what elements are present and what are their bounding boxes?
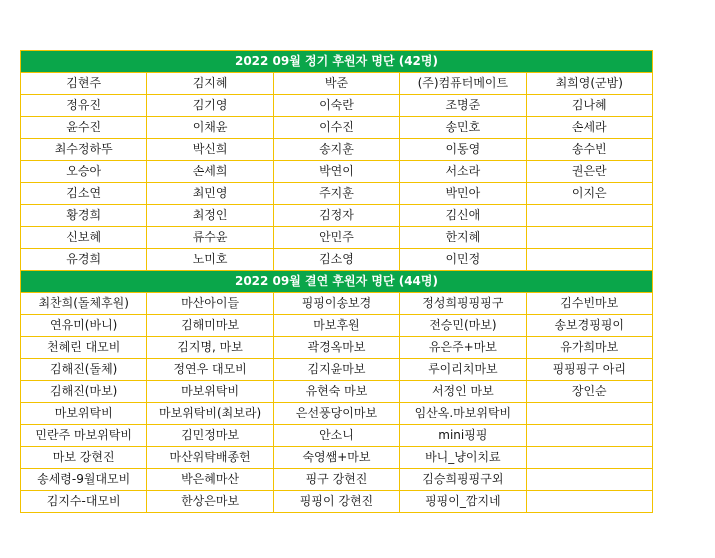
table-row [21, 139, 653, 161]
sponsor-name-cell: 바니_냥이치료 [400, 447, 526, 469]
section-header [21, 271, 653, 293]
sponsor-name-cell: 송세령-9월대모비 [21, 469, 147, 491]
sponsor-name-cell: 신보혜 [21, 227, 147, 249]
table-row [21, 359, 653, 381]
sponsor-name-cell: 장인순 [526, 381, 652, 403]
sponsor-name-cell: 박민아 [400, 183, 526, 205]
sponsor-name-cell: 김지혜 [147, 73, 273, 95]
sponsor-name-cell [526, 205, 652, 227]
sponsor-name-cell: 마보후원 [273, 315, 399, 337]
table-row [21, 95, 653, 117]
sponsor-name-cell: 유현숙 마보 [273, 381, 399, 403]
table-row [21, 205, 653, 227]
sponsor-name-cell: 마산위탁배종헌 [147, 447, 273, 469]
sponsor-list [20, 50, 652, 513]
sponsor-name-cell: 김나혜 [526, 95, 652, 117]
sponsor-name-cell: 유경희 [21, 249, 147, 271]
sponsor-name-cell: 핑구 강현진 [273, 469, 399, 491]
sponsor-name-cell [526, 249, 652, 271]
table-row [21, 447, 653, 469]
sponsor-name-cell: 마보위탁비 [147, 381, 273, 403]
sponsor-name-cell: 노미호 [147, 249, 273, 271]
sponsor-name-cell [526, 447, 652, 469]
sponsor-name-cell: 민란주 마보위탁비 [21, 425, 147, 447]
sponsor-name-cell: 박연이 [273, 161, 399, 183]
sponsor-name-cell: 정유진 [21, 95, 147, 117]
sponsor-name-cell: 김해미마보 [147, 315, 273, 337]
sponsor-name-cell: 김민정마보 [147, 425, 273, 447]
table-row [21, 403, 653, 425]
table-row [21, 183, 653, 205]
table-row [21, 73, 653, 95]
sponsor-name-cell: 서정인 마보 [400, 381, 526, 403]
table-row [21, 337, 653, 359]
sponsor-name-cell: 곽경옥마보 [273, 337, 399, 359]
sponsor-name-cell [526, 227, 652, 249]
sponsor-name-cell: 김수빈마보 [526, 293, 652, 315]
sponsor-name-cell: 마보위탁비(최보라) [147, 403, 273, 425]
sponsor-name-cell: 이지은 [526, 183, 652, 205]
sponsor-name-cell: 이수진 [273, 117, 399, 139]
sponsor-name-cell: 한상은마보 [147, 491, 273, 513]
sponsor-name-cell: 유가희마보 [526, 337, 652, 359]
table-row [21, 315, 653, 337]
sponsor-name-cell: 송수빈 [526, 139, 652, 161]
table-row [21, 293, 653, 315]
sponsor-name-cell: 김지명, 마보 [147, 337, 273, 359]
sponsor-name-cell: 박은혜마산 [147, 469, 273, 491]
table-row [21, 161, 653, 183]
section-header [21, 51, 653, 73]
sponsor-name-cell: 오승아 [21, 161, 147, 183]
sponsor-name-cell: 서소라 [400, 161, 526, 183]
sponsor-name-cell: 김지윤마보 [273, 359, 399, 381]
sponsor-name-cell: 마산아이들 [147, 293, 273, 315]
sponsor-table [20, 50, 653, 513]
sponsor-name-cell: 정연우 대모비 [147, 359, 273, 381]
sponsor-name-cell: 김기영 [147, 95, 273, 117]
sponsor-name-cell: 안소니 [273, 425, 399, 447]
sponsor-name-cell: 핑핑핑구 아리 [526, 359, 652, 381]
sponsor-name-cell: 이동영 [400, 139, 526, 161]
sponsor-name-cell: (주)컴퓨터메이트 [400, 73, 526, 95]
sponsor-name-cell: 김해진(마보) [21, 381, 147, 403]
sponsor-name-cell: 은선풍당이마보 [273, 403, 399, 425]
sponsor-name-cell: 핑핑이_깜지네 [400, 491, 526, 513]
sponsor-name-cell: 임산옥.마보위탁비 [400, 403, 526, 425]
sponsor-name-cell: 전승민(마보) [400, 315, 526, 337]
sponsor-name-cell: 유은주+마보 [400, 337, 526, 359]
sponsor-name-cell: 김지수-대모비 [21, 491, 147, 513]
sponsor-name-cell: 김신애 [400, 205, 526, 227]
sponsor-name-cell: 최희영(군밤) [526, 73, 652, 95]
sponsor-name-cell: 정성희핑핑핑구 [400, 293, 526, 315]
sponsor-name-cell: 주지훈 [273, 183, 399, 205]
sponsor-name-cell: 최찬희(돌체후원) [21, 293, 147, 315]
sponsor-name-cell: 송민호 [400, 117, 526, 139]
table-row [21, 249, 653, 271]
sponsor-name-cell [526, 403, 652, 425]
sponsor-name-cell: 숙영쌤+마보 [273, 447, 399, 469]
table-row [21, 491, 653, 513]
sponsor-name-cell: 황경희 [21, 205, 147, 227]
sponsor-name-cell: 김소영 [273, 249, 399, 271]
table-row [21, 469, 653, 491]
section-title: 2022 09월 정기 후원자 명단 (42명) [21, 51, 653, 73]
sponsor-name-cell: 송보경핑핑이 [526, 315, 652, 337]
sponsor-name-cell: 조명준 [400, 95, 526, 117]
sponsor-name-cell [526, 491, 652, 513]
sponsor-name-cell: 박신희 [147, 139, 273, 161]
sponsor-name-cell: 이숙란 [273, 95, 399, 117]
sponsor-name-cell [526, 469, 652, 491]
sponsor-name-cell: 최수정하뚜 [21, 139, 147, 161]
sponsor-name-cell: 김정자 [273, 205, 399, 227]
sponsor-name-cell: 마보위탁비 [21, 403, 147, 425]
sponsor-name-cell: 한지혜 [400, 227, 526, 249]
sponsor-name-cell: 손세라 [526, 117, 652, 139]
sponsor-name-cell: 권은란 [526, 161, 652, 183]
sponsor-name-cell: 최민영 [147, 183, 273, 205]
table-row [21, 425, 653, 447]
sponsor-name-cell: 핑핑이송보경 [273, 293, 399, 315]
sponsor-name-cell: 천혜린 대모비 [21, 337, 147, 359]
sponsor-name-cell: 핑핑이 강현진 [273, 491, 399, 513]
sponsor-name-cell: 류수윤 [147, 227, 273, 249]
sponsor-name-cell: 연유미(바니) [21, 315, 147, 337]
sponsor-name-cell: 윤수진 [21, 117, 147, 139]
sponsor-name-cell: 마보 강현진 [21, 447, 147, 469]
sponsor-name-cell: 안민주 [273, 227, 399, 249]
sponsor-name-cell: 박준 [273, 73, 399, 95]
sponsor-name-cell: 김소연 [21, 183, 147, 205]
sponsor-name-cell: 루이리치마보 [400, 359, 526, 381]
sponsor-name-cell: 김현주 [21, 73, 147, 95]
sponsor-name-cell: 이민정 [400, 249, 526, 271]
table-row [21, 227, 653, 249]
sponsor-name-cell: 김승희핑핑구외 [400, 469, 526, 491]
sponsor-name-cell: mini핑핑 [400, 425, 526, 447]
sponsor-name-cell: 송지훈 [273, 139, 399, 161]
table-row [21, 117, 653, 139]
sponsor-name-cell: 이채윤 [147, 117, 273, 139]
table-row [21, 381, 653, 403]
sponsor-name-cell: 최정인 [147, 205, 273, 227]
sponsor-name-cell: 손세희 [147, 161, 273, 183]
section-title: 2022 09월 결연 후원자 명단 (44명) [21, 271, 653, 293]
sponsor-name-cell: 김해진(돌체) [21, 359, 147, 381]
sponsor-name-cell [526, 425, 652, 447]
